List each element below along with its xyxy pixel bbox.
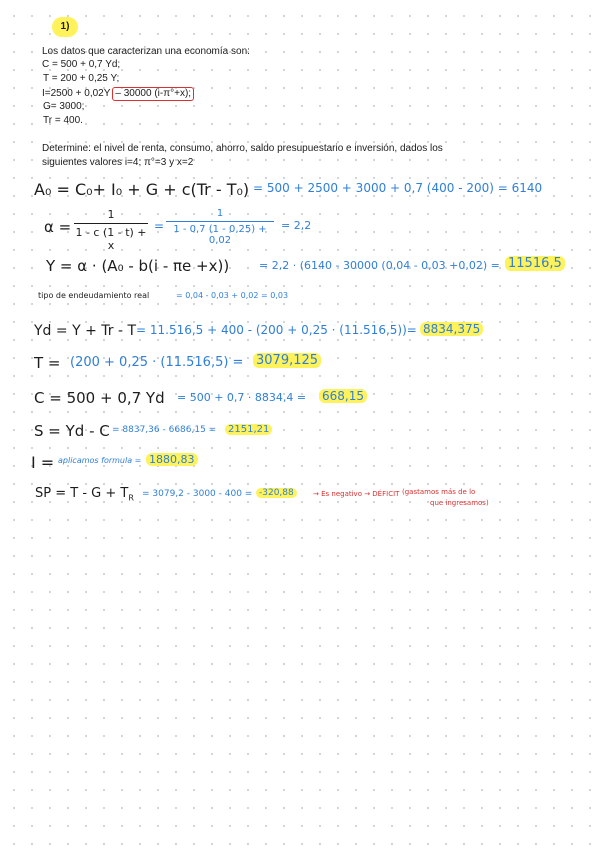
investment-note: aplicamos formula =	[58, 456, 142, 465]
consumption-calculation: = 500 + 0,7 · 8834,4 =	[177, 391, 307, 404]
deficit-explanation-line-1: (gastamos más de lo	[402, 488, 476, 496]
deficit-explanation-line-2: que ingresamos)	[430, 499, 489, 507]
equation-government: G= 3000;	[43, 101, 85, 112]
disposable-income-result: 8834,375	[420, 322, 483, 336]
disposable-income-formula: Yd = Y + Tr - T	[34, 323, 137, 339]
income-result: 11516,5	[505, 256, 565, 271]
alpha-fraction-formula	[74, 208, 148, 252]
disposable-income-calculation: = 11.516,5 + 400 - (200 + 0,25 · (11.516,5))=	[136, 323, 417, 337]
equation-consumption: C = 500 + 0,7 Yd;	[42, 59, 121, 70]
alpha-label: α =	[44, 218, 72, 236]
alpha-numerator-value: 1	[216, 208, 224, 219]
equation-investment-prefix: I=2500 + 0,02Y	[42, 88, 111, 99]
fraction-bar	[74, 223, 148, 224]
intro-text: Los datos que caracterizan una economía son:	[42, 46, 250, 57]
savings-formula: S = Yd - C	[34, 422, 110, 440]
consumption-formula: C = 500 + 0,7 Yd	[34, 389, 165, 407]
alpha-denominator: 1 - c (1 - t) + x	[75, 226, 147, 252]
budget-balance-result: -320,88	[256, 488, 297, 498]
taxes-calculation: (200 + 0,25 · (11.516,5) =	[70, 355, 244, 370]
fraction-bar	[166, 221, 274, 222]
alpha-numerator: 1	[107, 208, 115, 221]
alpha-denominator-value: 1 - 0,7 (1 - 0,25) + 0,02	[173, 224, 267, 246]
income-formula: Y = α · (A₀ - b(i - πe +x))	[46, 257, 230, 275]
a0-calculation: = 500 + 2500 + 3000 + 0,7 (400 - 200) = 6140	[253, 181, 543, 195]
a0-formula: A₀ = C₀+ I₀ + G + c(Tr - T₀)	[34, 180, 250, 199]
question-line-1: Determine: el nivel de renta, consumo, ahorro, saldo presupuestario e inversión, dados los	[42, 143, 443, 154]
equation-taxes: T = 200 + 0,25 Y;	[43, 73, 120, 84]
real-debt-rate-calculation: = 0,04 - 0,03 + 0,02 = 0,03	[176, 291, 289, 300]
investment-result: 1880,83	[146, 453, 198, 466]
taxes-label: T =	[34, 354, 61, 372]
savings-result: 2151,21	[225, 424, 272, 435]
income-calculation: = 2,2 · (6140 - 30000 (0,04 - 0,03 +0,02) =	[259, 259, 500, 272]
investment-label: I =	[31, 453, 55, 472]
consumption-result: 668,15	[319, 389, 367, 403]
taxes-result: 3079,125	[253, 353, 321, 368]
transfers-subscript: R	[128, 493, 134, 503]
budget-balance-calculation: = 3079,2 - 3000 - 400 =	[142, 489, 253, 499]
real-debt-rate-label: tipo de endeudamiento real	[38, 291, 150, 300]
alpha-fraction-values	[166, 208, 274, 246]
equation-investment-highlight: – 30000 (i-π°+x);	[112, 87, 194, 101]
budget-balance-formula-text: SP = T - G + T	[35, 486, 129, 501]
alpha-result: = 2,2	[281, 219, 312, 232]
problem-number-badge: 1)	[52, 17, 78, 37]
equation-investment	[42, 87, 194, 101]
alpha-equals: =	[154, 219, 165, 233]
question-line-2: siguientes valores i=4; π°=3 y x=2	[42, 157, 194, 168]
budget-balance-formula	[35, 486, 134, 503]
equation-transfers: Tr = 400.	[43, 115, 83, 126]
deficit-note: → Es negativo → DÉFICIT	[313, 490, 400, 498]
savings-calculation: = 8837,36 - 6686,15 =	[112, 425, 217, 435]
